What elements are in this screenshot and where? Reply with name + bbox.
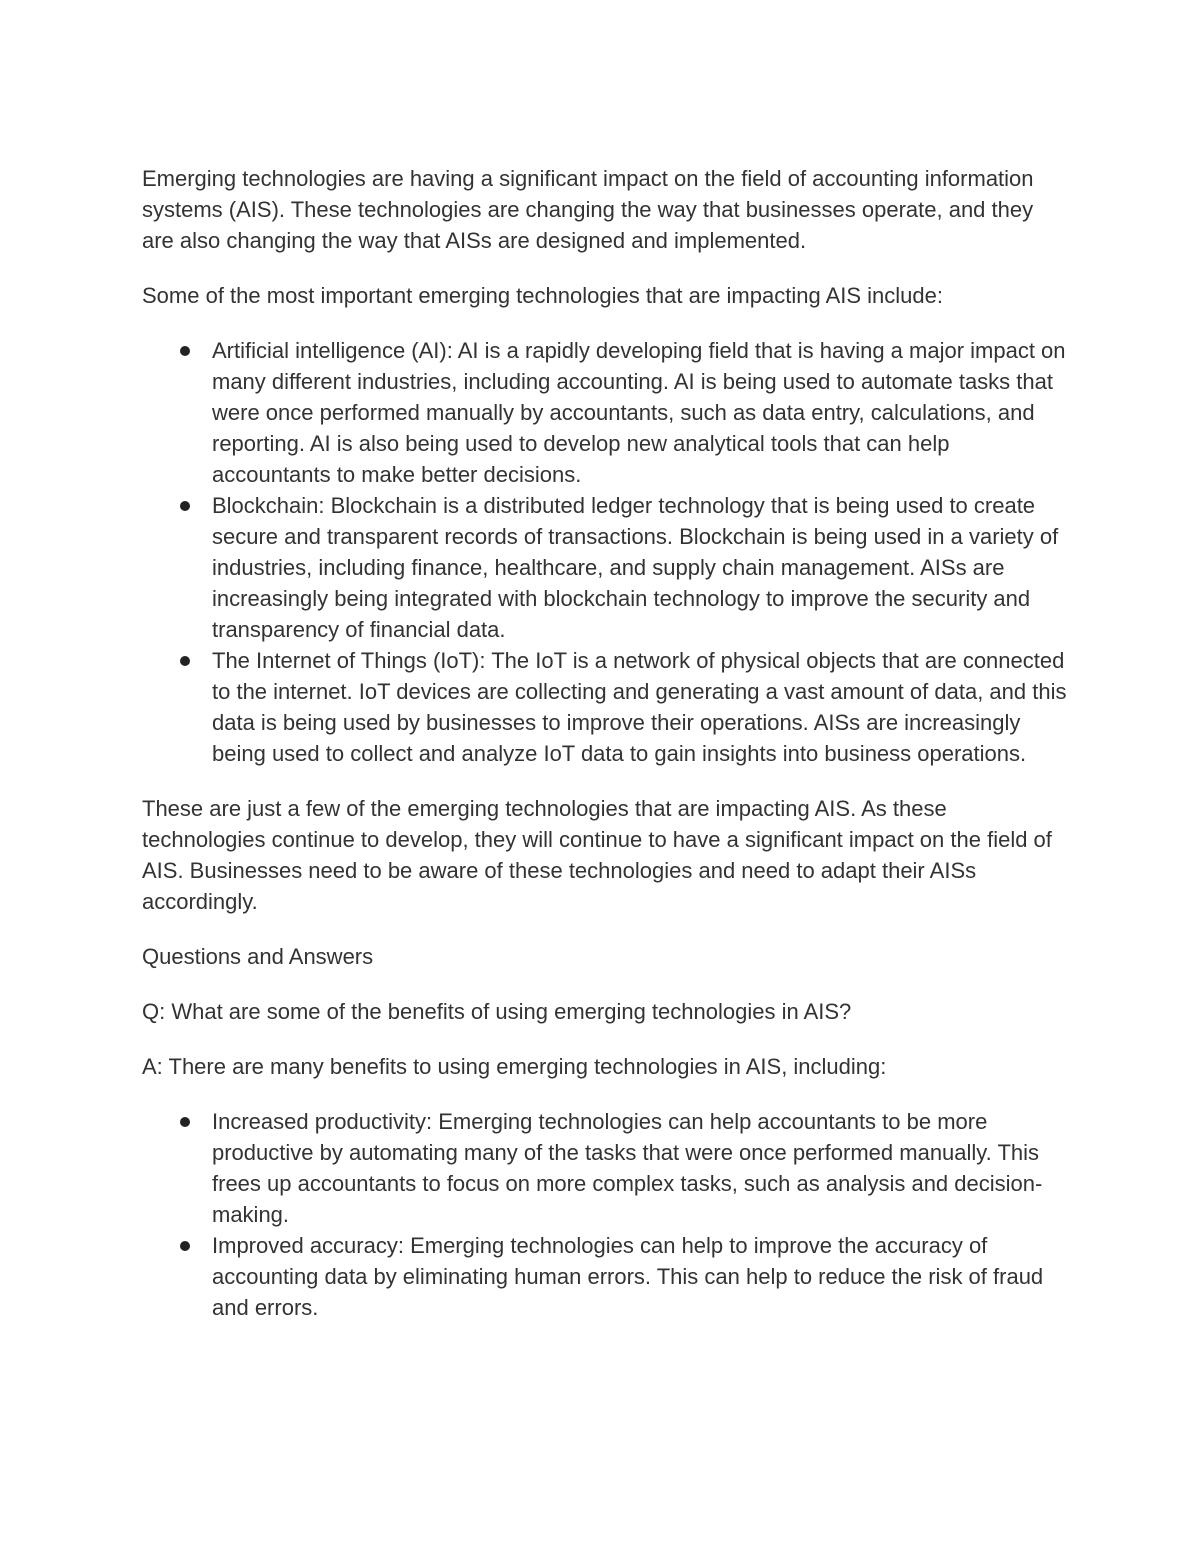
technologies-list <box>142 335 1067 769</box>
bullet-icon <box>180 656 190 666</box>
list-item-text: The Internet of Things (IoT): The IoT is a network of physical objects that are connected to the internet. IoT devices are collecting and generating a vast amount of data, and this data is being used by businesses to improve their operations. AISs are increasingly being used to collect and analyze IoT data to gain insights into business operations. <box>212 648 1067 766</box>
qa-answer-intro: A: There are many benefits to using emerging technologies in AIS, including: <box>142 1054 887 1079</box>
bullet-icon <box>180 346 190 356</box>
list-item-text: Artificial intelligence (AI): AI is a rapidly developing field that is having a major impact on many different industries, including accounting. AI is being used to automate tasks that were once performed manually by accountants, such as data entry, calculations, and reporting. AI is also being used to develop new analytical tools that can help accountants to make better decisions. <box>212 338 1066 487</box>
list-item <box>142 1230 1067 1323</box>
bullet-icon <box>180 1241 190 1251</box>
list-item-text: Blockchain: Blockchain is a distributed ledger technology that is being used to create secure and transparent records of transactions. Blockchain is being used in a variety of industries, including finance, healthcare, and supply chain management. AISs are increasingly being integrated with blockchain technology to improve the security and transparency of financial data. <box>212 493 1059 642</box>
bullet-icon <box>180 1117 190 1127</box>
bullet-icon <box>180 501 190 511</box>
list-item <box>142 645 1067 769</box>
list-item-text: Improved accuracy: Emerging technologies can help to improve the accuracy of accounting data by eliminating human errors. This can help to reduce the risk of fraud and errors. <box>212 1233 1044 1320</box>
list-item <box>142 335 1067 490</box>
document-page <box>142 163 1067 1347</box>
qa-question: Q: What are some of the benefits of using emerging technologies in AIS? <box>142 999 852 1024</box>
technologies-lead-in: Some of the most important emerging technologies that are impacting AIS include: <box>142 283 943 308</box>
list-item <box>142 490 1067 645</box>
intro-paragraph: Emerging technologies are having a significant impact on the field of accounting information systems (AIS). These technologies are changing the way that businesses operate, and they are also changing the way that AISs are designed and implemented. <box>142 166 1034 253</box>
conclusion-paragraph: These are just a few of the emerging technologies that are impacting AIS. As these technologies continue to develop, they will continue to have a significant impact on the field of AIS. Businesses need to be aware of these technologies and need to adapt their AISs accordingly. <box>142 796 1052 914</box>
benefits-list <box>142 1106 1067 1323</box>
list-item-text: Increased productivity: Emerging technologies can help accountants to be more productive by automating many of the tasks that were once performed manually. This frees up accountants to focus on more complex tasks, such as analysis and decision-making. <box>212 1109 1043 1227</box>
qa-heading: Questions and Answers <box>142 944 374 969</box>
list-item <box>142 1106 1067 1230</box>
